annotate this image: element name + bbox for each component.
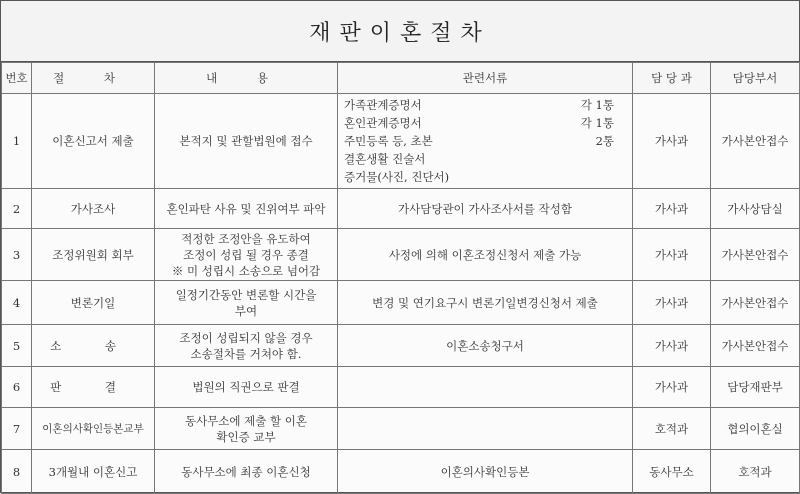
content-line: 조정이 성립되지 않을 경우 (179, 330, 313, 345)
office-cell: 가사본안접수 (711, 325, 800, 367)
content-line: 일정기간동안 변론할 시간을 (175, 287, 317, 302)
row-number: 1 (2, 94, 32, 189)
docs-cell: 사정에 의해 이혼조정신청서 제출 가능 (338, 229, 633, 281)
step-cell: 소 송 (32, 325, 155, 367)
content-line: 동사무소에 제출 할 이혼 (184, 413, 308, 428)
content-line: 소송절차를 거쳐야 함. (190, 346, 302, 361)
table-row (2, 408, 800, 450)
doc-item (344, 132, 626, 150)
doc-count: 각 1통 (580, 116, 614, 130)
header-office: 담당부서 (711, 63, 800, 94)
docs-cell: 이혼소송청구서 (338, 325, 633, 367)
step-cell: 이혼신고서 제출 (32, 94, 155, 189)
content-cell: 동사무소에 최종 이혼신청 (155, 450, 338, 494)
content-line: 적정한 조정안을 유도하여 (181, 231, 311, 246)
doc-count (614, 168, 626, 186)
doc-item (344, 168, 626, 186)
step-cell: 판 결 (32, 367, 155, 408)
office-cell: 협의이혼실 (711, 408, 800, 450)
content-line: 부여 (234, 303, 258, 318)
header-content: 내 용 (155, 63, 338, 94)
row-number: 8 (2, 450, 32, 494)
header-row (2, 63, 800, 94)
content-line: ※ 미 성립시 소송으로 넘어감 (171, 263, 321, 278)
row-number: 3 (2, 229, 32, 281)
docs-list (338, 94, 632, 188)
table-row (2, 281, 800, 325)
row-number: 2 (2, 189, 32, 229)
doc-count: 2통 (595, 134, 614, 148)
document-title: 재판이혼절차 (309, 20, 491, 46)
table-row (2, 189, 800, 229)
docs-cell (338, 408, 633, 450)
table-row (2, 229, 800, 281)
header-step: 절 차 (32, 63, 155, 94)
doc-count (614, 150, 626, 168)
doc-item (344, 96, 626, 114)
doc-name: 증거물(사진, 진단서) (344, 170, 450, 184)
office-cell: 가사본안접수 (711, 94, 800, 189)
step-cell: 이혼의사확인등본교부 (32, 408, 155, 450)
content-line: 조정이 성립 될 경우 종결 (183, 247, 309, 262)
content-cell (155, 408, 338, 450)
office-cell: 호적과 (711, 450, 800, 494)
dept-cell: 가사과 (633, 281, 711, 325)
step-cell: 조정위원회 회부 (32, 229, 155, 281)
doc-name: 결혼생활 진술서 (344, 152, 426, 166)
dept-cell: 가사과 (633, 189, 711, 229)
content-cell (155, 229, 338, 281)
row-number: 6 (2, 367, 32, 408)
office-cell: 가사본안접수 (711, 229, 800, 281)
docs-cell (338, 367, 633, 408)
docs-cell: 이혼의사확인등본 (338, 450, 633, 494)
procedure-table (1, 62, 800, 494)
content-cell: 법원의 직권으로 판결 (155, 367, 338, 408)
docs-cell (338, 94, 633, 189)
step-cell: 변론기일 (32, 281, 155, 325)
content-cell (155, 281, 338, 325)
doc-name: 혼인관계증명서 (344, 116, 422, 130)
dept-cell: 가사과 (633, 94, 711, 189)
office-cell: 가사본안접수 (711, 281, 800, 325)
content-cell: 혼인파탄 사유 및 진위여부 파악 (155, 189, 338, 229)
table-row (2, 450, 800, 494)
dept-cell: 호적과 (633, 408, 711, 450)
doc-item (344, 114, 626, 132)
dept-cell: 가사과 (633, 325, 711, 367)
office-cell: 가사상담실 (711, 189, 800, 229)
docs-cell: 변경 및 연기요구시 변론기일변경신청서 제출 (338, 281, 633, 325)
content-cell: 본적지 및 관할법원에 접수 (155, 94, 338, 189)
table-row (2, 325, 800, 367)
row-number: 7 (2, 408, 32, 450)
document-title-bar (1, 1, 799, 62)
step-cell: 3개월내 이혼신고 (32, 450, 155, 494)
header-no: 번호 (2, 63, 32, 94)
docs-cell: 가사담당관이 가사조사서를 작성함 (338, 189, 633, 229)
header-docs: 관련서류 (338, 63, 633, 94)
content-cell (155, 325, 338, 367)
dept-cell: 가사과 (633, 367, 711, 408)
doc-name: 주민등록 등, 초본 (344, 134, 433, 148)
table-row (2, 367, 800, 408)
doc-name: 가족관계증명서 (344, 98, 422, 112)
office-cell: 담당재판부 (711, 367, 800, 408)
doc-item (344, 150, 626, 168)
step-cell: 가사조사 (32, 189, 155, 229)
dept-cell: 가사과 (633, 229, 711, 281)
header-dept: 담 당 과 (633, 63, 711, 94)
row-number: 4 (2, 281, 32, 325)
dept-cell: 동사무소 (633, 450, 711, 494)
table-row (2, 94, 800, 189)
doc-count: 각 1통 (580, 98, 614, 112)
row-number: 5 (2, 325, 32, 367)
content-line: 확인증 교부 (216, 429, 276, 444)
